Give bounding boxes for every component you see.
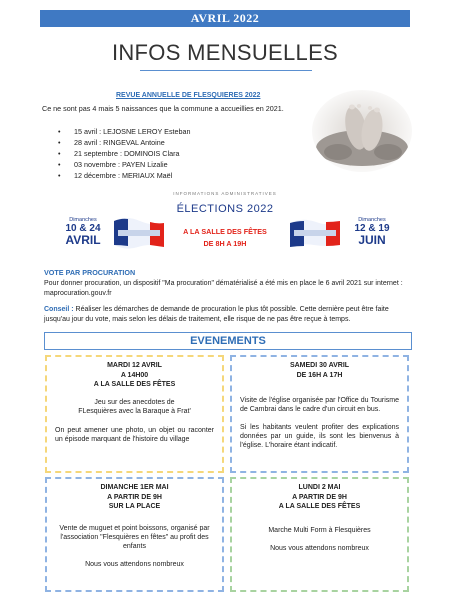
revue-title: REVUE ANNUELLE DE FLESQUIERES 2022	[116, 92, 261, 99]
events-title: EVENEMENTS	[44, 332, 412, 350]
event-card-2: SAMEDI 30 AVRIL DE 16H A 17H Visite de l'église organisée par l'Office du Tourisme de Cambrai dans le cadre d'un circuit en bus. Si les habitants veulent profiter des explications données par un guide, ils sont les bienvenus à l'église. L'horaire étant indicatif.	[230, 355, 409, 473]
vote-title: VOTE PAR PROCURATION	[44, 268, 136, 277]
event-card-3: DIMANCHE 1ER MAI A PARTIR DE 9H SUR LA PLACE Vente de muguet et point boissons, organisé par l'association "Flesquières en fêtes" au profit des enfants Nous vous attendons nombreux	[45, 477, 224, 592]
list-item: • 12 décembre : MERIAUX Maël	[58, 171, 173, 180]
list-item: • 15 avril : LEJOSNE LEROY Esteban	[58, 127, 191, 136]
event-card-1: MARDI 12 AVRIL A 14H00 A LA SALLE DES FÊTES Jeu sur des anecdotes de FLesquières avec la Baraque à Frat' On peut amener une photo, un objet ou raconter un épisode marquant de l'histoire du village	[45, 355, 224, 473]
vote-text: Pour donner procuration, un dispositif "Ma procuration" dématérialisé a été mis en place le 6 avril 2021 sur internet : maprocuration.gouv.fr	[44, 280, 403, 297]
month-banner: AVRIL 2022	[40, 10, 410, 27]
births-list	[58, 126, 191, 181]
title-divider	[140, 70, 312, 71]
elections-title: ÉLECTIONS 2022	[176, 203, 274, 215]
baby-feet-photo	[312, 90, 412, 172]
list-item: • 28 avril : RINGEVAL Antoine	[58, 138, 165, 147]
elections-hours: DE 8H A 19H	[203, 239, 247, 248]
list-item: • 03 novembre : PAYEN Lizalie	[58, 160, 168, 169]
event-card-4: LUNDI 2 MAI A PARTIR DE 9H A LA SALLE DES FÊTES Marche Multi Form à Flesquières Nous vous attendons nombreux	[230, 477, 409, 592]
election-dates-june: Dimanches 12 & 19 JUIN	[354, 217, 390, 247]
elections-header: INFORMATIONS ADMINISTRATIVES	[173, 191, 277, 196]
list-item: • 21 septembre : DOMINOIS Clara	[58, 149, 180, 158]
revue-intro: Ce ne sont pas 4 mais 5 naissances que la commune a accueillies en 2021.	[42, 104, 284, 113]
vote-advice: Conseil : Réaliser les démarches de demande de procuration le plus tôt possible. Cette dernière peut être faite jusqu'au jour du vote, mais selon les délais de traitement, elle risque de ne pas être reçue à temps.	[44, 306, 389, 323]
election-dates-april: Dimanches 10 & 24 AVRIL	[65, 217, 101, 247]
page-title: INFOS MENSUELLES	[111, 40, 339, 65]
elections-location: A LA SALLE DES FÊTES	[183, 227, 267, 236]
